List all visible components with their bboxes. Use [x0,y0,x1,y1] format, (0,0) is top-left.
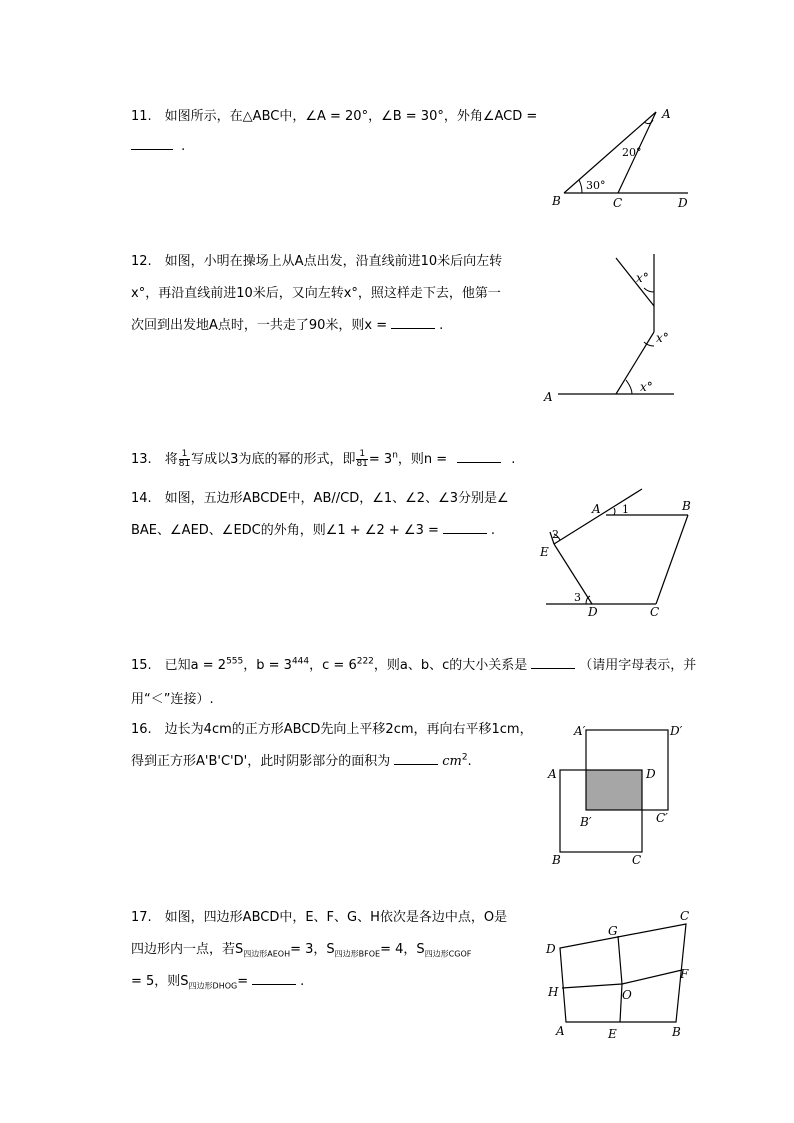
q17-line3: = 5，则$S_{四边形DHOG}=$ . [131,974,305,991]
label-G: G [608,924,618,938]
label-B-prime: B′ [580,815,592,829]
fraction: $\frac{1}{81}$ [356,449,368,469]
angle-20-label: 20° [622,146,642,159]
answer-blank[interactable] [391,316,435,329]
label-C-prime: C′ [656,811,668,825]
answer-blank[interactable] [252,972,296,985]
angle-x-label-1: x° [640,380,653,394]
q16-line2: 得到正方形A'B'C'D'，此时阴影部分的面积为 $cm^2$. [131,752,472,769]
label-A: A [544,390,553,404]
label-A: A [592,502,601,516]
label-D: D [546,942,556,956]
q14-line1: 14. 如图，五边形ABCDE中，AB//CD，∠1、∠2、∠3分别是∠ [131,491,509,506]
angle-x-label-3: x° [636,271,649,285]
q12-figure [540,250,690,410]
fraction: $\frac{1}{81}$ [178,449,191,469]
label-B: B [552,194,561,208]
q15-line1: 15. 已知$a = 2^{555}$，$b = 3^{444}$，$c = 6^{222}$，则a、b、c的大小关系是 （请用字母表示，并 [131,656,697,673]
label-A-prime: A′ [574,724,586,738]
q12-line2: x°，再沿直线前进10米后，又向左转x°，照这样走下去，他第一 [131,286,501,301]
label-B: B [552,853,561,867]
angle-2-label: 2 [552,528,559,541]
label-B: B [682,499,691,513]
angle-30-label: 30° [586,179,606,192]
q12-line1: 12. 如图，小明在操场上从A点出发，沿直线前进10米后向左转 [131,254,503,269]
label-C: C [680,909,690,923]
q14-line2: BAE、∠AED、∠EDC的外角，则∠1 + ∠2 + ∠3 = . [131,523,496,538]
label-C: C [650,605,660,619]
q13-line: 13. 将 $\frac{1}{81}$ 写成以3为底的幂的形式，即 $\frac{1}{81}$ = $3^n$，则n = . [131,449,516,469]
answer-blank[interactable] [394,752,438,765]
answer-blank[interactable] [131,137,173,150]
label-E: E [540,545,549,559]
label-D: D [678,196,688,210]
label-A: A [548,767,557,781]
label-C: C [613,196,623,210]
q16-figure [540,718,690,868]
answer-blank[interactable] [443,521,487,534]
answer-blank[interactable] [531,656,575,669]
label-H: H [548,985,559,999]
label-F: F [680,967,689,981]
label-C: C [632,853,642,867]
answer-blank[interactable] [457,450,501,463]
q14-figure [530,482,700,622]
label-O: O [622,988,632,1002]
angle-x-label-2: x° [656,331,669,345]
q11-line2: . [131,137,185,154]
q15-line2: 用“＜”连接）. [131,692,214,707]
label-B: B [672,1025,681,1039]
q17-line1: 17. 如图，四边形ABCD中，E、F、G、H依次是各边中点，O是 [131,910,508,925]
angle-3-label: 3 [574,591,581,604]
q11-figure [540,100,700,215]
label-A: A [662,107,671,121]
label-D-prime: D′ [670,724,683,738]
q17-figure [540,906,700,1041]
q11-line1: 11. 如图所示，在△ABC中，∠A = 20°，∠B = 30°，外角∠ACD = [131,109,538,124]
angle-1-label: 1 [622,503,629,516]
label-D: D [588,605,598,619]
label-E: E [608,1027,617,1041]
label-A: A [556,1024,565,1038]
q17-line2: 四边形内一点，若$S_{四边形AEOH}= 3$，$S_{四边形BFOE}= 4$，$S_{四边形CGOF}$ [131,942,472,959]
label-D: D [646,767,656,781]
q16-line1: 16. 边长为4cm的正方形ABCD先向上平移2cm，再向右平移1cm， [131,722,533,737]
q12-line3: 次回到出发地A点时，一共走了90米，则x = . [131,318,444,333]
